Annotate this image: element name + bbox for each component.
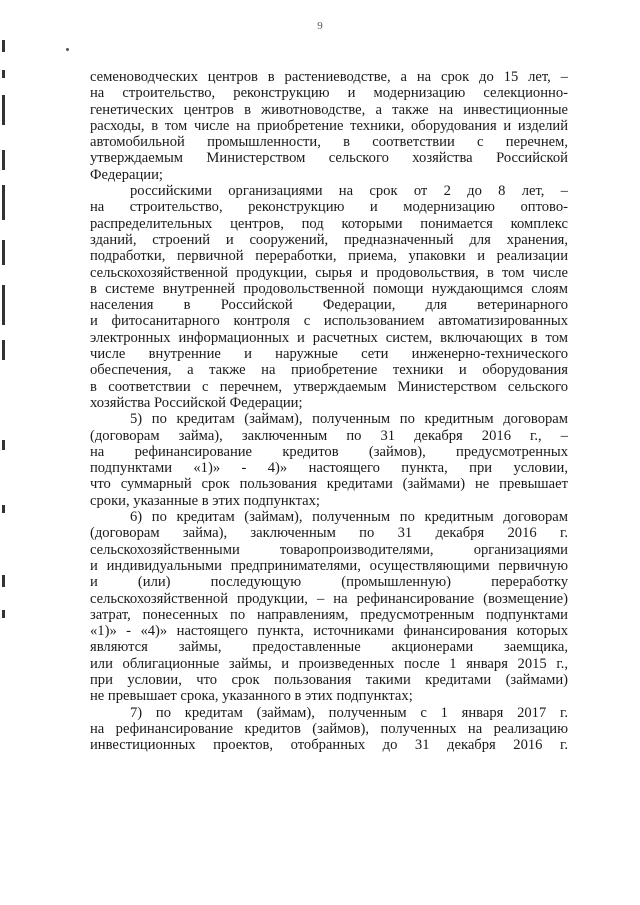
- body-line: генетических центров в животноводстве, а также на инвестиционные: [90, 101, 568, 118]
- scan-mark: [2, 95, 5, 125]
- page-number: 9: [317, 20, 323, 32]
- body-line: сельскохозяйственными товаропроизводителями, организациями: [90, 541, 568, 558]
- body-line: сельскохозяйственной продукции, сырья и продовольствия, в том числе: [90, 264, 568, 281]
- scan-mark: [2, 340, 5, 360]
- body-line: что суммарный срок пользования кредитами (займами) не превышает: [90, 476, 568, 493]
- body-line: зданий, строений и сооружений, предназначенный для хранения,: [90, 231, 568, 248]
- body-line: на рефинансирование кредитов (займов), предусмотренных: [90, 443, 568, 460]
- scan-mark: [2, 440, 5, 450]
- body-line: подпунктами «1)» - 4)» настоящего пункта, при условии,: [90, 460, 568, 477]
- scan-mark: [2, 70, 5, 78]
- document-body: [90, 69, 568, 753]
- body-line: на рефинансирование кредитов (займов), полученных на реализацию: [90, 720, 568, 737]
- body-line: на строительство, реконструкцию и модернизацию оптово-: [90, 199, 568, 216]
- scan-mark: [2, 575, 5, 587]
- body-line: 5) по кредитам (займам), полученным по кредитным договорам: [130, 411, 568, 428]
- body-line: 7) по кредитам (займам), полученным с 1 января 2017 г.: [130, 704, 568, 721]
- scan-mark: [2, 185, 5, 220]
- body-line: подработки, первичной переработки, приема, упаковки и реализации: [90, 248, 568, 265]
- body-line: утверждаемым Министерством сельского хозяйства Российской: [90, 150, 568, 167]
- scan-mark: [2, 505, 5, 513]
- body-line: населения в Российской Федерации, для ветеринарного: [90, 297, 568, 314]
- body-line: или облигационные займы, и произведенных после 1 января 2015 г.,: [90, 655, 568, 672]
- body-line: Федерации;: [90, 166, 163, 183]
- body-line: и индивидуальными предпринимателями, осуществляющими первичную: [90, 557, 568, 574]
- body-line: в системе внутренней продовольственной помощи нуждающимся слоям: [90, 280, 568, 297]
- body-line: расходы, в том числе на приобретение техники, оборудования и изделий: [90, 117, 568, 134]
- body-line: числе внутренние и наружные сети инженерно-технического: [90, 346, 568, 363]
- body-line: российскими организациями на срок от 2 до 8 лет, –: [130, 183, 568, 200]
- body-line: электронных информационных и расчетных систем, включающих в том: [90, 329, 568, 346]
- body-line: на строительство, реконструкцию и модернизацию селекционно-: [90, 85, 568, 102]
- body-line: автомобильной промышленности, в соответствии с перечнем,: [90, 134, 568, 151]
- body-line: (договорам займа), заключенным по 31 декабря 2016 г., –: [90, 427, 568, 444]
- scan-mark: [2, 285, 5, 325]
- scan-dot: [66, 48, 69, 51]
- body-line: (договорам займа), заключенным по 31 декабря 2016 г.: [90, 525, 568, 542]
- scan-mark: [2, 610, 5, 618]
- scan-mark: [2, 40, 5, 52]
- body-line: в соответствии с перечнем, утверждаемым Министерством сельского: [90, 378, 568, 395]
- body-line: при условии, что срок пользования такими кредитами (займами): [90, 671, 568, 688]
- body-line: хозяйства Российской Федерации;: [90, 394, 303, 411]
- body-line: сельскохозяйственной продукции, – на рефинансирование (возмещение): [90, 590, 568, 607]
- body-line: распределительных центров, под которыми понимается комплекс: [90, 215, 568, 232]
- body-line: 6) по кредитам (займам), полученным по кредитным договорам: [130, 509, 568, 526]
- scan-edge-artifacts: [0, 0, 14, 905]
- body-line: и фитосанитарного контроля с использованием автоматизированных: [90, 313, 568, 330]
- body-line: инвестиционных проектов, отобранных до 31 декабря 2016 г.: [90, 737, 568, 754]
- body-line: семеноводческих центров в растениеводстве, а на срок до 15 лет, –: [90, 69, 568, 85]
- scan-mark: [2, 240, 5, 265]
- body-line: и (или) последующую (промышленную) переработку: [90, 574, 568, 591]
- body-line: затрат, понесенных по направлениям, предусмотренным подпунктами: [90, 606, 568, 623]
- body-line: сроки, указанные в этих подпунктах;: [90, 492, 320, 509]
- body-line: «1)» - «4)» настоящего пункта, источниками финансирования которых: [90, 623, 568, 640]
- body-line: не превышает срока, указанного в этих подпунктах;: [90, 688, 413, 705]
- body-line: являются займы, предоставленные акционерами заемщика,: [90, 639, 568, 656]
- body-line: обеспечения, а также на приобретение техники и оборудования: [90, 362, 568, 379]
- scan-mark: [2, 150, 5, 170]
